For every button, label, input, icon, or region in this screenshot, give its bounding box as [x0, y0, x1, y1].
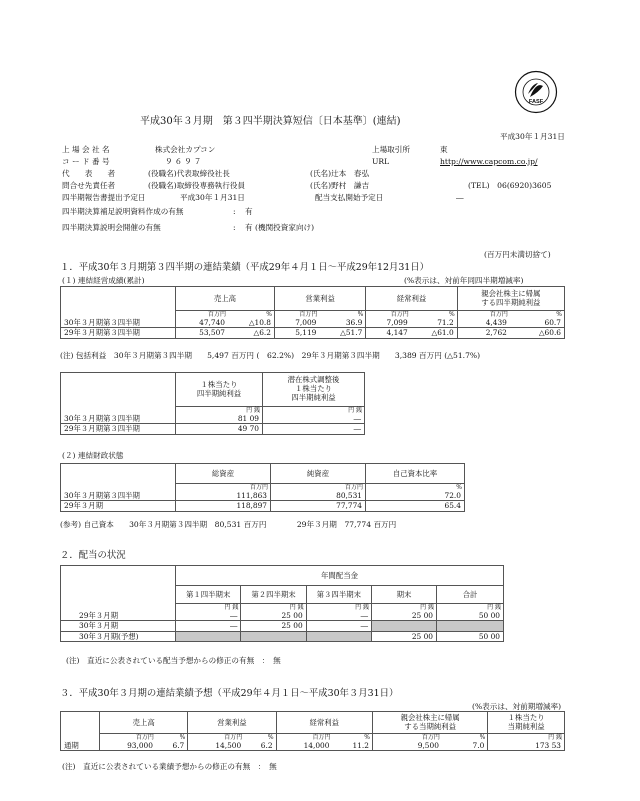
unit-label: % [510, 311, 565, 319]
url-label: URL [372, 157, 390, 166]
forecast-table [60, 711, 565, 751]
cell: 80,531 [271, 491, 366, 501]
svg-text:FASF: FASF [528, 99, 544, 105]
unit-label: % [319, 311, 365, 319]
col-header: 総資産 [176, 464, 271, 484]
dividend-start-value: ― [456, 193, 464, 202]
section1-sub2: (２) 連結財政状態 [62, 451, 124, 460]
contact-name: (氏名)野村 謙吉 [310, 181, 370, 190]
unit-label: 円 銭 [176, 407, 263, 415]
unit-label: 百万円 [188, 734, 244, 742]
col-header: 経常利益 [276, 712, 372, 734]
cell: ― [263, 424, 365, 434]
contact-label: 問合せ先責任者 [62, 181, 116, 190]
col-header: 親会社株主に帰属 する当期純利益 [373, 712, 488, 734]
table-row [61, 318, 565, 328]
code-label: コ ー ド 番 号 [62, 157, 110, 166]
cell: ― [306, 621, 371, 631]
cell [306, 631, 371, 641]
cell: 7,009 [274, 318, 319, 328]
cell: ― [176, 611, 241, 621]
unit-label: 百万円 [373, 734, 442, 742]
unit-label: % [366, 484, 465, 492]
table-row [61, 424, 365, 434]
dividend-table [60, 565, 504, 642]
cell [176, 631, 241, 641]
unit-label: % [411, 311, 457, 319]
cell: 2,762 [457, 328, 510, 338]
document-title: 平成30年３月期 第３四半期決算短信〔日本基準〕(連結) [140, 116, 401, 127]
cell: 7.0 [442, 741, 488, 751]
col-header: 売上高 [100, 712, 188, 734]
cell: 25 00 [241, 611, 306, 621]
report-date-value: 平成30年１月31日 [180, 193, 245, 202]
cell: 25 00 [372, 611, 437, 621]
row-label: 29年３月期 [61, 501, 176, 511]
unit-label: 百万円 [457, 311, 510, 319]
unit-label: 円 銭 [488, 734, 565, 742]
supplementary-colon: : [233, 207, 236, 216]
col-header: 第３四半期末 [306, 586, 371, 604]
cell: 6.7 [156, 741, 188, 751]
cell: 50 00 [437, 611, 504, 621]
section1-title: １．平成30年３月期第３四半期の連結業績（平成29年４月１日～平成29年12月31日） [60, 262, 430, 273]
unit-label: 百万円 [176, 311, 229, 319]
col-header: １株当たり 当期純利益 [488, 712, 565, 734]
unit-label: 百万円 [366, 311, 411, 319]
table-corner [61, 712, 100, 742]
cell: ― [263, 414, 365, 424]
company-value: 株式会社カプコン [155, 145, 216, 154]
cell: ― [306, 611, 371, 621]
table-corner [61, 287, 176, 319]
cell: 36.9 [319, 318, 365, 328]
unit-label: 円 銭 [263, 407, 365, 415]
cell [437, 621, 504, 631]
row-label: 30年３月期(予想) [61, 631, 176, 641]
cell: △61.0 [411, 328, 457, 338]
table-row [61, 501, 465, 511]
cell: 72.0 [366, 491, 465, 501]
cell: 11.2 [332, 741, 372, 751]
table-corner [61, 373, 176, 415]
fasf-logo [514, 70, 558, 114]
unit-label: 円 銭 [241, 604, 306, 612]
cell: 5,119 [274, 328, 319, 338]
briefing-colon: : [233, 223, 236, 232]
cell: △60.6 [510, 328, 565, 338]
row-label: 29年３月期 [61, 611, 176, 621]
row-label: 通期 [61, 741, 100, 751]
table-row [61, 621, 504, 631]
dividend-start-label: 配当支払開始予定日 [315, 193, 384, 202]
section1-sub1: (１) 連結経営成績(累計) [62, 276, 145, 285]
section3-title: ３．平成30年３月期の連結業績予想（平成29年４月１日～平成30年３月31日） [60, 688, 399, 699]
rounding-note: (百万円未満切捨て) [484, 250, 551, 259]
contact-title: (役職名)取締役専務執行役員 [148, 181, 246, 190]
representative-title: (役職名)代表取締役社長 [148, 169, 230, 178]
company-url-link[interactable]: http://www.capcom.co.jp/ [440, 157, 538, 166]
table-row [61, 631, 504, 641]
unit-label: 百万円 [276, 734, 332, 742]
unit-label: 百万円 [176, 484, 271, 492]
table-row [61, 611, 504, 621]
col-header: 売上高 [176, 287, 275, 311]
comprehensive-income-note: (注) 包括利益 30年３月期第３四半期 5,497 百万円 ( 62.2%) 29年３月期第３四半期 3,389 百万円 (△51.7%) [60, 351, 481, 360]
col-header: １株当たり 四半期純利益 [176, 373, 263, 407]
unit-label: 円 銭 [306, 604, 371, 612]
cell: 118,897 [176, 501, 271, 511]
col-header: 潜在株式調整後 １株当たり 四半期純利益 [263, 373, 365, 407]
cell: 60.7 [510, 318, 565, 328]
briefing-label: 四半期決算説明会開催の有無 [62, 223, 161, 232]
cell: △51.7 [319, 328, 365, 338]
section1-sub1-note: (%表示は、対前年同四半期増減率) [404, 276, 524, 285]
cell [241, 631, 306, 641]
unit-label: % [228, 311, 274, 319]
table-row [61, 491, 465, 501]
representative-label: 代 表 者 [62, 169, 116, 178]
col-header: 営業利益 [188, 712, 276, 734]
cell [372, 621, 437, 631]
unit-label: 百万円 [271, 484, 366, 492]
section2-title: ２．配当の状況 [60, 550, 126, 561]
cell: ― [176, 621, 241, 631]
table-corner [61, 464, 176, 492]
col-header: 第２四半期末 [241, 586, 306, 604]
unit-label: 百万円 [100, 734, 156, 742]
cell: 4,439 [457, 318, 510, 328]
cell: 9,500 [373, 741, 442, 751]
col-header: 合計 [437, 586, 504, 604]
eps-table [60, 372, 365, 435]
unit-label: % [442, 734, 488, 742]
unit-label: 円 銭 [372, 604, 437, 612]
table-row [61, 741, 565, 751]
briefing-value: 有 (機関投資家向け) [245, 223, 315, 232]
cell: 14,500 [188, 741, 244, 751]
col-header: 期末 [372, 586, 437, 604]
cell: 50 00 [437, 631, 504, 641]
dividend-header: 年間配当金 [176, 566, 504, 586]
unit-label: % [332, 734, 372, 742]
cell: 173 53 [488, 741, 565, 751]
row-label: 30年３月期 [61, 621, 176, 631]
cell: 49 70 [176, 424, 263, 434]
col-header: 営業利益 [274, 287, 365, 311]
exchange-value: 東 [440, 145, 448, 154]
cell: 6.2 [244, 741, 276, 751]
col-header: 親会社株主に帰属 する四半期純利益 [457, 287, 564, 311]
col-header: 純資産 [271, 464, 366, 484]
row-label: 30年３月期第３四半期 [61, 318, 176, 328]
col-header: 自己資本比率 [366, 464, 465, 484]
supplementary-label: 四半期決算補足説明資料作成の有無 [62, 207, 184, 216]
col-header: 第１四半期末 [176, 586, 241, 604]
financial-position-table [60, 463, 465, 512]
cell: 7,099 [366, 318, 411, 328]
cell: 47,740 [176, 318, 229, 328]
code-value: ９６９７ [165, 157, 204, 166]
cell: 14,000 [276, 741, 332, 751]
cell: 71.2 [411, 318, 457, 328]
representative-name: (氏名)辻本 春弘 [310, 169, 370, 178]
company-label: 上 場 会 社 名 [62, 145, 110, 154]
row-label: 29年３月期第３四半期 [61, 424, 176, 434]
cell: 111,863 [176, 491, 271, 501]
unit-label: 百万円 [274, 311, 319, 319]
report-date-label: 四半期報告書提出予定日 [62, 193, 146, 202]
section3-note-top: (%表示は、対前期増減率) [472, 702, 562, 711]
forecast-note: (注) 直近に公表されている業績予想からの修正の有無 ： 無 [62, 762, 277, 771]
cell: 25 00 [241, 621, 306, 631]
row-label: 30年３月期第３四半期 [61, 491, 176, 501]
table-row [61, 414, 365, 424]
operating-results-table [60, 286, 565, 339]
cell: 81 09 [176, 414, 263, 424]
equity-note: (参考) 自己資本 30年３月期第３四半期 80,531 百万円 29年３月期 77,774 百万円 [60, 520, 397, 529]
cell: 53,507 [176, 328, 229, 338]
cell: 93,000 [100, 741, 156, 751]
cell: 65.4 [366, 501, 465, 511]
exchange-label: 上場取引所 [372, 145, 410, 154]
dividend-note: (注) 直近に公表されている配当予想からの修正の有無 ： 無 [66, 656, 281, 665]
unit-label: 円 銭 [176, 604, 241, 612]
row-label: 30年３月期第３四半期 [61, 414, 176, 424]
cell: 4,147 [366, 328, 411, 338]
contact-tel: (TEL) 06(6920)3605 [468, 181, 552, 190]
unit-label: % [156, 734, 188, 742]
col-header: 経常利益 [366, 287, 457, 311]
cell: △6.2 [228, 328, 274, 338]
supplementary-value: 有 [245, 207, 253, 216]
unit-label: % [244, 734, 276, 742]
cell: 77,774 [271, 501, 366, 511]
cell: △10.8 [228, 318, 274, 328]
row-label: 29年３月期第３四半期 [61, 328, 176, 338]
table-row [61, 328, 565, 338]
document-date: 平成30年１月31日 [500, 132, 565, 141]
cell: 25 00 [372, 631, 437, 641]
unit-label: 円 銭 [437, 604, 504, 612]
table-corner [61, 566, 176, 612]
